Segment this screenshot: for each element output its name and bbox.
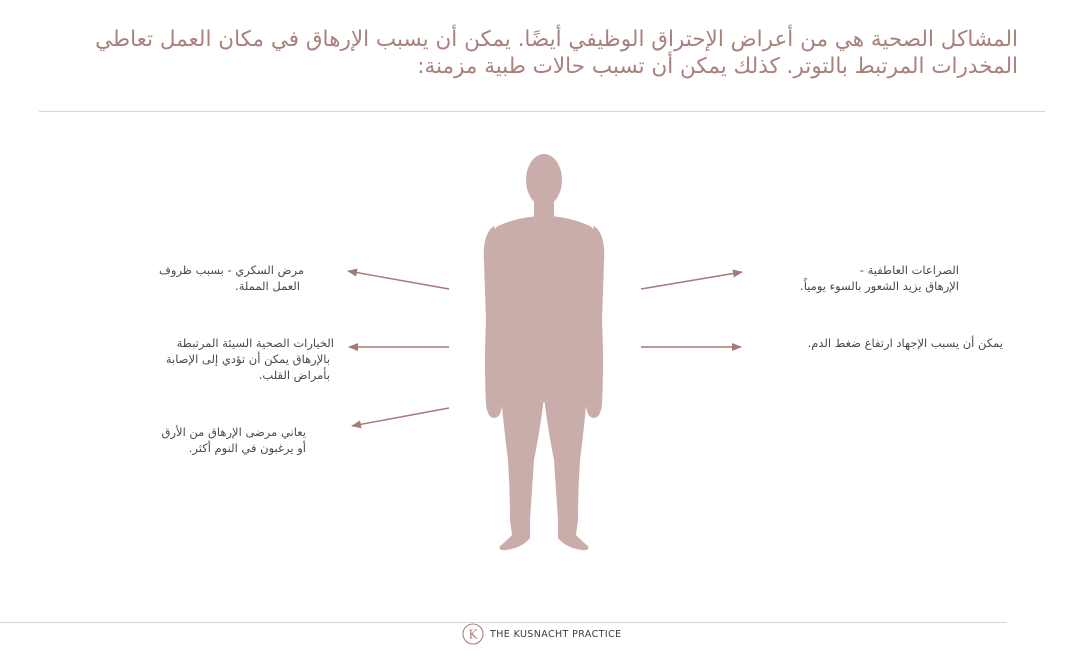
headline-line-2: المخدرات المرتبط بالتوتر. كذلك يمكن أن تسبب حالات طبية مزمنة: (417, 54, 1018, 79)
callout-sleep-line-2: أو يرغبون في النوم أكثر. (188, 441, 306, 455)
arrow-emotional (641, 272, 742, 289)
logo-letter: K (468, 627, 478, 642)
callout-emotional-line-1: الصراعات العاطفية - (859, 263, 959, 277)
callout-blood-pressure (740, 335, 1003, 351)
callout-heart-line-2: بالإرهاق يمكن أن تؤدي إلى الإصابة (165, 352, 330, 366)
callout-sleep-line-1: يعاني مرضى الإرهاق من الأرق (161, 425, 306, 439)
arrow-diabetes (348, 271, 449, 289)
callout-diabetes-line-2: العمل المملة. (235, 279, 300, 293)
headline-line-1: المشاكل الصحية هي من أعراض الإحتراق الوظيفي أيضًا. يمكن أن يسبب الإرهاق في مكان العمل تعاطي (95, 27, 1018, 52)
callout-heart (120, 335, 334, 383)
callout-emotional (740, 262, 959, 294)
callout-heart-line-1: الخيارات الصحية السيئة المرتبطة (176, 336, 334, 350)
figure-left-leg (500, 385, 544, 550)
human-figure (484, 154, 605, 550)
figure-right-leg (544, 385, 588, 550)
callout-diabetes (120, 262, 304, 294)
kusnacht-logo (462, 623, 484, 645)
footer-brand: THE KUSNACHT PRACTICE (490, 628, 622, 640)
arrow-sleep (352, 408, 449, 426)
callout-sleep (120, 424, 306, 456)
callout-diabetes-line-1: مرض السكري - بسبب ظروف (158, 263, 304, 277)
callout-emotional-line-2: الإرهاق يزيد الشعور بالسوء يومياً. (800, 279, 959, 293)
footer (462, 622, 622, 646)
figure-torso (490, 216, 598, 365)
callout-heart-line-3: بأمراض القلب. (258, 368, 330, 382)
callout-blood-pressure-line-1: يمكن أن يسبب الإجهاد ارتفاع ضغط الدم. (807, 336, 1003, 350)
figure-head (526, 154, 562, 206)
